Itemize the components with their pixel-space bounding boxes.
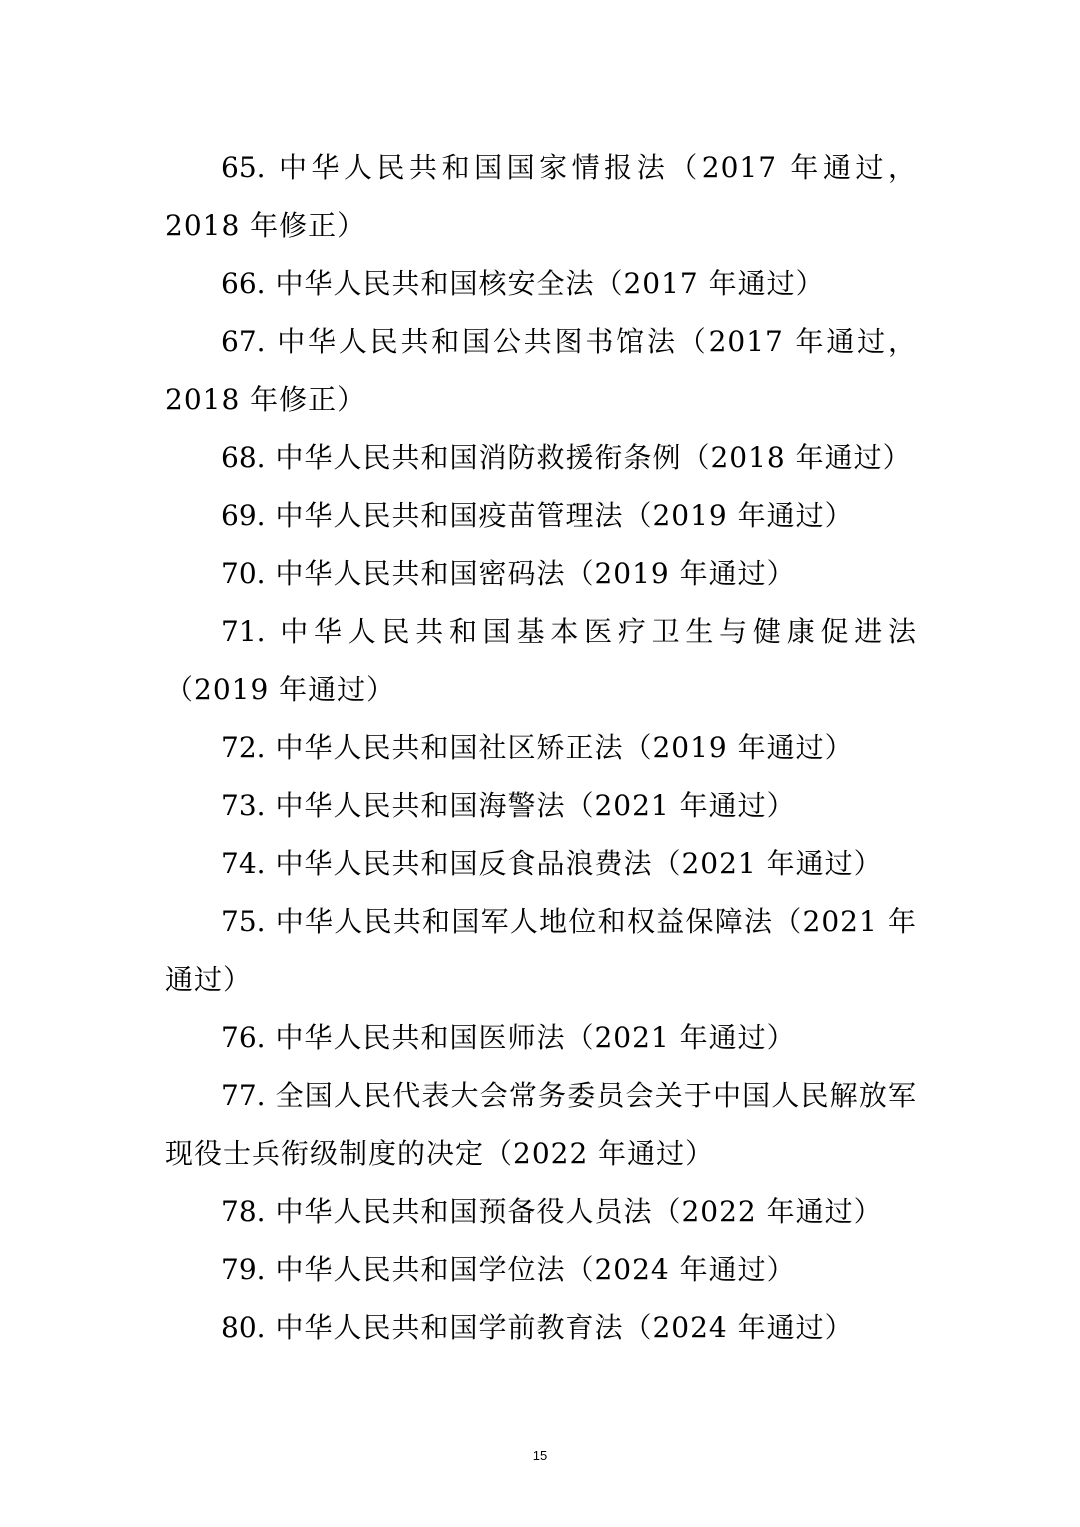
item-number: 66. [221,267,266,300]
item-number: 79. [221,1253,266,1286]
item-number: 69. [221,499,266,532]
item-text: 中华人民共和国军人地位和权益保障法（2021 年通过） [165,905,917,996]
list-item [165,313,917,429]
item-number: 73. [221,789,266,822]
item-text: 中华人民共和国学位法（2024 年通过） [275,1253,796,1286]
list-item [165,545,917,603]
item-text: 中华人民共和国海警法（2021 年通过） [275,789,796,822]
list-item [165,139,917,255]
item-text: 中华人民共和国预备役人员法（2022 年通过） [275,1195,883,1228]
item-text: 中华人民共和国消防救援衔条例（2018 年通过） [275,441,912,474]
item-text: 全国人民代表大会常务委员会关于中国人民解放军现役士兵衔级制度的决定（2022 年通过） [165,1079,917,1170]
list-item [165,719,917,777]
item-text: 中华人民共和国学前教育法（2024 年通过） [275,1311,854,1344]
list-item [165,1183,917,1241]
item-text: 中华人民共和国核安全法（2017 年通过） [275,267,825,300]
item-text: 中华人民共和国国家情报法（2017 年通过，2018 年修正） [165,151,917,242]
list-item [165,603,917,719]
item-number: 78. [221,1195,266,1228]
item-number: 70. [221,557,266,590]
item-number: 72. [221,731,266,764]
item-number: 67. [221,325,266,358]
list-item [165,1009,917,1067]
list-item [165,1067,917,1183]
item-text: 中华人民共和国反食品浪费法（2021 年通过） [275,847,883,880]
list-item [165,429,917,487]
item-text: 中华人民共和国基本医疗卫生与健康促进法（2019 年通过） [165,615,917,706]
item-number: 65. [221,151,266,184]
item-text: 中华人民共和国医师法（2021 年通过） [275,1021,796,1054]
item-text: 中华人民共和国密码法（2019 年通过） [275,557,796,590]
law-list [165,139,917,1357]
item-number: 80. [221,1311,266,1344]
list-item [165,777,917,835]
list-item [165,893,917,1009]
list-item [165,1299,917,1357]
list-item [165,1241,917,1299]
item-text: 中华人民共和国公共图书馆法（2017 年通过，2018 年修正） [165,325,917,416]
item-number: 75. [221,905,266,938]
list-item [165,835,917,893]
item-number: 71. [221,615,266,648]
list-item [165,255,917,313]
list-item [165,487,917,545]
page-number: 15 [532,1448,548,1463]
item-number: 68. [221,441,266,474]
item-number: 74. [221,847,266,880]
item-number: 76. [221,1021,266,1054]
item-text: 中华人民共和国社区矫正法（2019 年通过） [275,731,854,764]
item-number: 77. [221,1079,266,1112]
item-text: 中华人民共和国疫苗管理法（2019 年通过） [275,499,854,532]
